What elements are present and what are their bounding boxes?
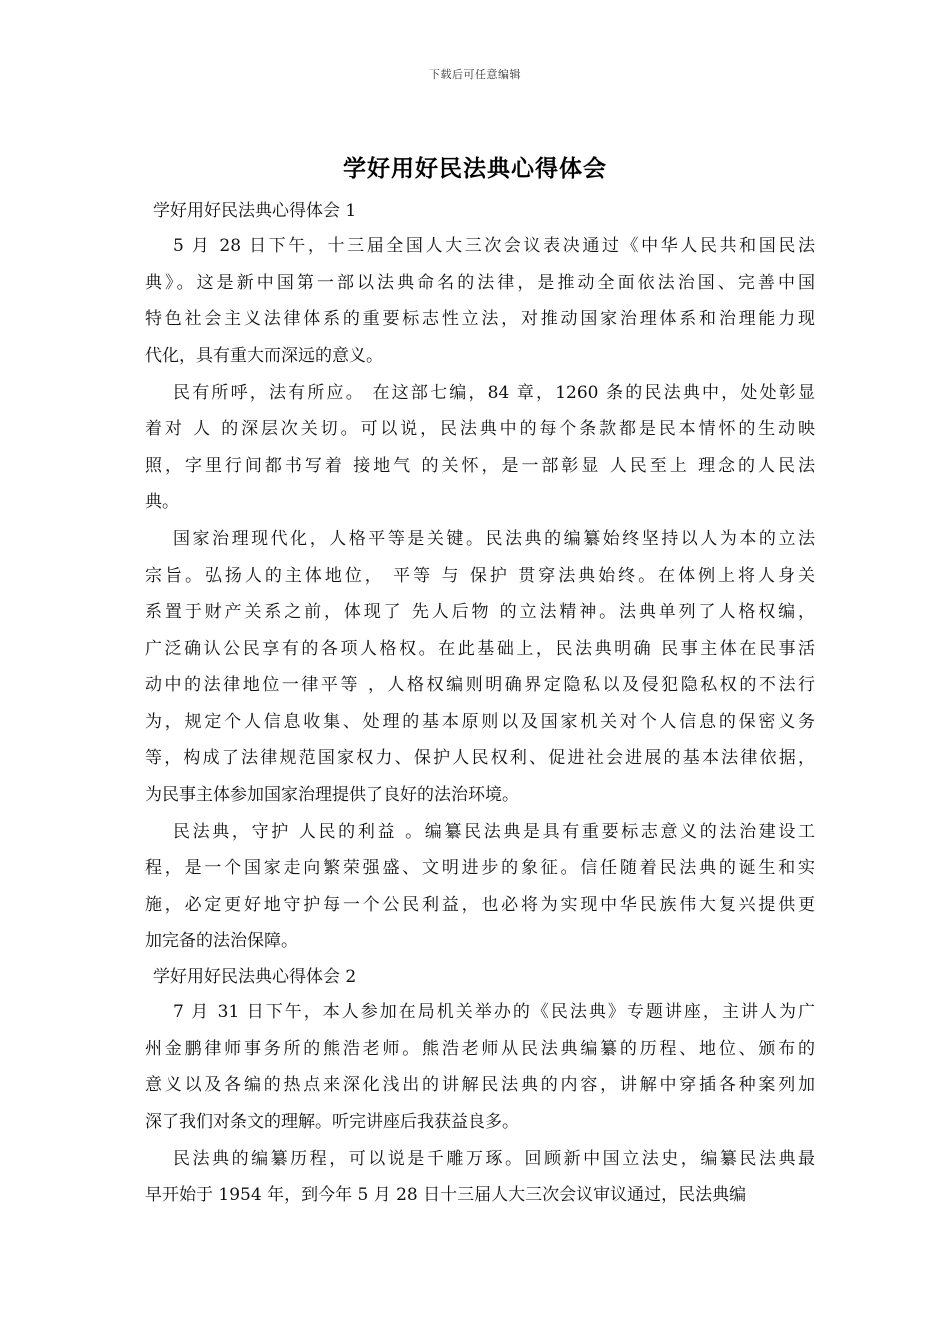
paragraph-line: 广泛确认公民享有的各项人格权。在此基础上，民法典明确 民事主体在民事活 [145,638,815,659]
paragraph-line: 代化，具有重大而深远的意义。 [145,345,383,366]
paragraph-line: 系置于财产关系之前，体现了 先人后物 的立法精神。法典单列了人格权编， [145,602,815,622]
paragraph-line: 民法典，守护 人民的利益 。编纂民法典是具有重要标志意义的法治建设工 [173,821,815,842]
paragraph-line: 特色社会主义法律体系的重要标志性立法，对推动国家治理体系和治理能力现 [145,309,815,329]
document-body [145,194,815,1214]
paragraph-line: 民有所呼，法有所应。 在这部七编，84 章，1260 条的民法典中，处处彰显 [173,382,815,403]
paragraph [145,375,815,521]
paragraph-line: 着对 人 的深层次关切。可以说，民法典中的每个条款都是民本情怀的生动映 [145,419,815,439]
paragraph-line: 国家治理现代化，人格平等是关键。民法典的编纂始终坚持以人为本的立法 [173,529,815,549]
paragraph-line: 典。 [145,492,179,512]
paragraph-line: 典》。这是新中国第一部以法典命名的法律，是推动全面依法治国、完善中国 [145,272,815,293]
paragraph-line: 民法典的编纂历程，可以说是千雕万琢。回顾新中国立法史，编纂民法典最 [173,1148,815,1169]
document-title: 学好用好民法典心得体会 [343,155,607,182]
paragraph-line: 动中的法律地位一律平等 ，人格权编则明确界定隐私以及侵犯隐私权的不法行 [145,675,815,695]
paragraph [145,994,815,1140]
paragraph [145,814,815,960]
paragraph-line: 早开始于 1954 年，到今年 5 月 28 日十三届人大三次会议审议通过，民法典编 [145,1185,747,1205]
paragraph [145,1141,815,1214]
paragraph-line: 7 月 31 日下午，本人参加在局机关举办的《民法典》专题讲座，主讲人为广 [173,1002,815,1022]
paragraph-line: 宗旨。弘扬人的主体地位， 平等 与 保护 贯穿法典始终。在体例上将人身关 [145,565,815,586]
paragraph-line: 为民事主体参加国家治理提供了良好的法治环境。 [145,784,519,805]
paragraph-line: 州金鹏律师事务所的熊浩老师。熊浩老师从民法典编纂的历程、地位、颁布的 [145,1038,815,1059]
paragraph [145,521,815,813]
paragraph-line: 施，必定更好地守护每一个公民利益，也必将为实现中华民族伟大复兴提供更 [145,894,815,915]
section-heading: 学好用好民法典心得体会 1 [153,201,357,221]
paragraph-line: 加完备的法治保障。 [145,931,298,951]
paragraph-line: 5 月 28 日下午，十三届全国人大三次会议表决通过《中华人民共和国民法 [173,236,815,256]
paragraph-line: 深了我们对条文的理解。听完讲座后我获益良多。 [145,1111,519,1132]
header-note: 下载后可任意编辑 [429,68,521,81]
paragraph-line: 照，字里行间都书写着 接地气 的关怀，是一部彰显 人民至上 理念的人民法 [145,455,815,476]
paragraph-line: 程，是一个国家走向繁荣强盛、文明进步的象征。信任随着民法典的诞生和实 [145,858,815,878]
paragraph-line: 等，构成了法律规范国家权力、保护人民权利、促进社会进展的基本法律依据， [145,748,815,768]
paragraph-line: 意义以及各编的热点来深化浅出的讲解民法典的内容，讲解中穿插各种案列加 [145,1075,815,1095]
section-heading: 学好用好民法典心得体会 2 [153,967,357,987]
paragraph-line: 为，规定个人信息收集、处理的基本原则以及国家机关对个人信息的保密义务 [145,711,815,732]
paragraph [145,228,815,374]
